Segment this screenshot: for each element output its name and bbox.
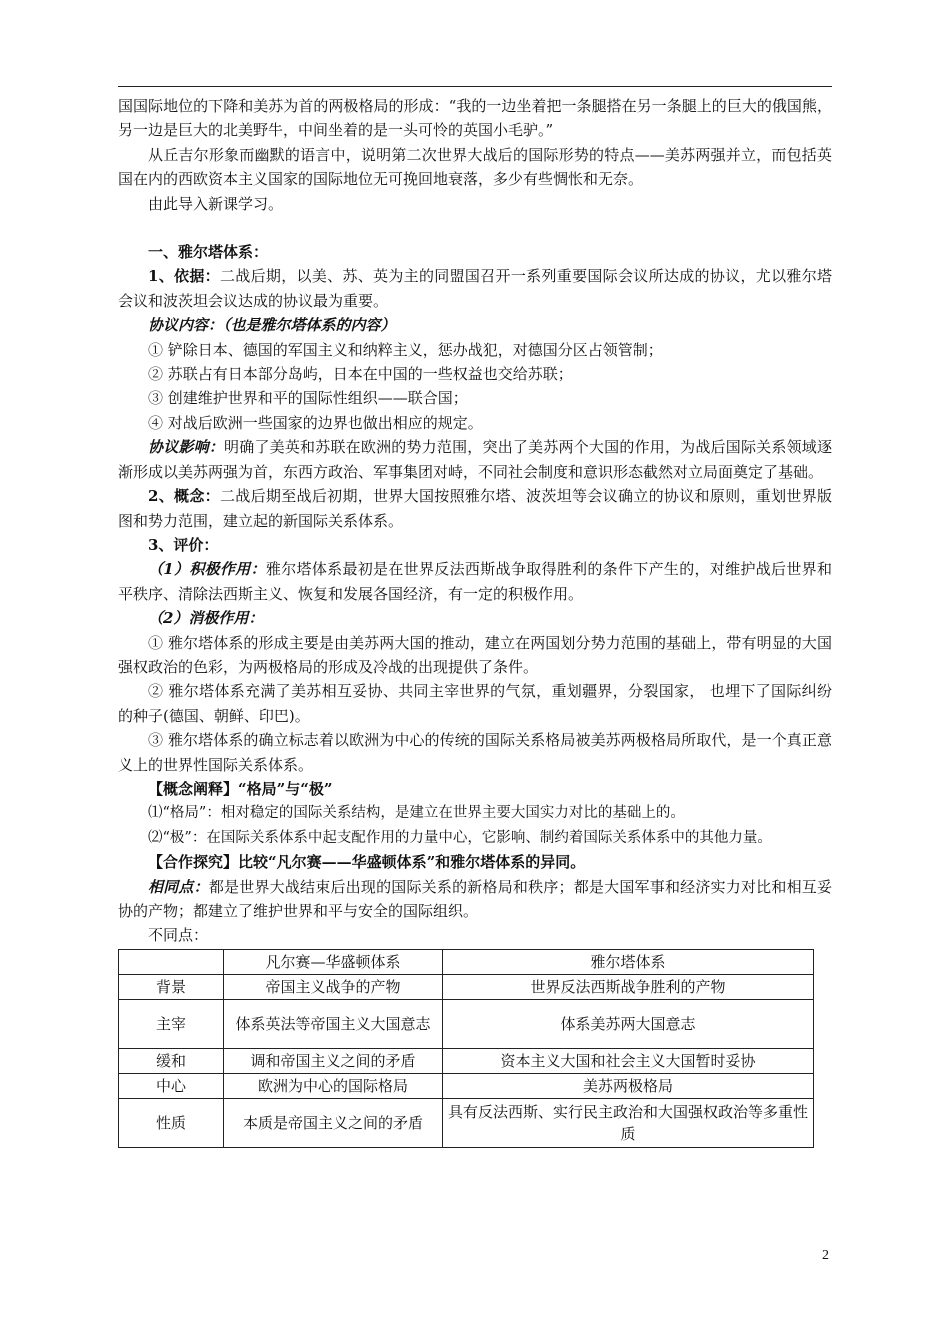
table-header-row — [119, 949, 814, 974]
table-cell: 体系英法等帝国主义大国意志 — [224, 999, 443, 1048]
impact-paragraph — [118, 435, 832, 484]
evaluation-label: 3、评价： — [148, 535, 219, 554]
table-cell: 世界反法西斯战争胜利的产物 — [443, 974, 814, 999]
basis-paragraph — [118, 264, 832, 313]
differences-label: 不同点： — [148, 926, 209, 945]
table-cell: 缓和 — [119, 1048, 224, 1073]
table-header-cell: 凡尔赛—华盛顿体系 — [224, 949, 443, 974]
section-heading-yalta: 一、雅尔塔体系： — [148, 243, 269, 262]
content-item-4: ④ 对战后欧洲一些国家的边界也做出相应的规定。 — [148, 413, 483, 432]
table-cell: 体系美苏两大国意志 — [443, 999, 814, 1048]
concept-label: 2、概念： — [148, 487, 220, 506]
table-header-cell: 雅尔塔体系 — [443, 949, 814, 974]
table-cell: 欧洲为中心的国际格局 — [224, 1073, 443, 1098]
negative-label: （2）消极作用： — [148, 609, 264, 628]
similarities-text: 都是世界大战结束后出现的国际关系的新格局和秩序；都是大国军事和经济实力对比和相互妥协的产物；都建立了维护世界和平与安全的国际组织。 — [118, 877, 832, 920]
table-cell: 性质 — [119, 1098, 224, 1147]
intro-paragraph-3: 由此导入新课学习。 — [148, 194, 284, 213]
intro-paragraph-2: 从丘吉尔形象而幽默的语言中，说明第二次世界大战后的国际形势的特点——美苏两强并立，而包括英国在内的西欧资本主义国家的国际地位无可挽回地衰落，多少有些惆怅和无奈。 — [118, 145, 832, 189]
table-cell: 资本主义大国和社会主义大国暂时妥协 — [443, 1048, 814, 1073]
table-row — [119, 1073, 814, 1098]
table-cell: 中心 — [119, 1073, 224, 1098]
concept-box-item-1: ⑴“格局”：相对稳定的国际关系结构，是建立在世界主要大国实力对比的基础上的。 — [148, 805, 685, 822]
document-body — [118, 94, 832, 1148]
basis-label: 1、依据： — [148, 267, 220, 286]
basis-text: 二战后期，以美、苏、英为主的同盟国召开一系列重要国际会议所达成的协议，尤以雅尔塔会议和波茨坦会议达成的协议最为重要。 — [118, 267, 832, 310]
negative-item-2: ② 雅尔塔体系充满了美苏相互妥协、共同主宰世界的气氛，重划疆界，分裂国家， 也埋下了国际纠纷的种子(德国、朝鲜、印巴)。 — [118, 682, 832, 725]
positive-text: 雅尔塔体系最初是在世界反法西斯战争取得胜利的条件下产生的，对维护战后世界和平秩序、清除法西斯主义、恢复和发展各国经济，有一定的积极作用。 — [118, 560, 832, 603]
positive-label: （1）积极作用： — [148, 560, 266, 579]
positive-paragraph — [118, 557, 832, 606]
table-row — [119, 1098, 814, 1147]
table-row — [119, 974, 814, 999]
similarities-paragraph — [118, 875, 832, 924]
negative-item-1: ① 雅尔塔体系的形成主要是由美苏两大国的推动，建立在两国划分势力范围的基础上，带有明显的大国强权政治的色彩，为两极格局的形成及冷战的出现提供了条件。 — [118, 633, 832, 676]
content-item-2: ② 苏联占有日本部分岛屿，日本在中国的一些权益也交给苏联； — [148, 365, 573, 384]
content-item-3: ③ 创建维护世界和平的国际性组织——联合国； — [148, 389, 468, 408]
table-cell: 主宰 — [119, 999, 224, 1048]
table-row — [119, 1048, 814, 1073]
intro-paragraph-1: 国国际地位的下降和美苏为首的两极格局的形成：“我的一边坐着把一条腿搭在另一条腿上的巨大的俄国熊，另一边是巨大的北美野牛，中间坐着的是一头可怜的英国小毛驴。” — [118, 97, 832, 140]
impact-label: 协议影响： — [148, 438, 225, 457]
agreement-content-label: 协议内容：（也是雅尔塔体系的内容） — [148, 316, 396, 335]
table-cell: 具有反法西斯、实行民主政治和大国强权政治等多重性质 — [443, 1098, 814, 1147]
table-header-cell — [119, 949, 224, 974]
table-cell: 背景 — [119, 974, 224, 999]
table-row — [119, 999, 814, 1048]
similarities-label: 相同点： — [148, 877, 209, 896]
table-cell: 帝国主义战争的产物 — [224, 974, 443, 999]
concept-text: 二战后期至战后初期，世界大国按照雅尔塔、波茨坦等会议确立的协议和原则，重划世界版图和势力范围，建立起的新国际关系体系。 — [118, 487, 832, 530]
table-cell: 美苏两极格局 — [443, 1073, 814, 1098]
concept-box-heading: 【概念阐释】“格局”与“极” — [148, 779, 333, 798]
content-item-1: ① 铲除日本、德国的军国主义和纳粹主义，惩办战犯，对德国分区占领管制； — [148, 340, 663, 359]
concept-box-item-2: ⑵“极”：在国际关系体系中起支配作用的力量中心，它影响、制约着国际关系体系中的其他力量。 — [148, 829, 772, 846]
negative-item-3: ③ 雅尔塔体系的确立标志着以欧洲为中心的传统的国际关系格局被美苏两极格局所取代，是一个真正意义上的世界性国际关系体系。 — [118, 731, 832, 774]
comparison-table — [118, 949, 814, 1148]
table-cell: 调和帝国主义之间的矛盾 — [224, 1048, 443, 1073]
table-cell: 本质是帝国主义之间的矛盾 — [224, 1098, 443, 1147]
cooperation-heading: 【合作探究】比较“凡尔赛——华盛顿体系”和雅尔塔体系的异同。 — [148, 853, 586, 872]
impact-text: 明确了美英和苏联在欧洲的势力范围，突出了美苏两个大国的作用，为战后国际关系领域逐渐形成以美苏两强为首，东西方政治、军事集团对峙，不同社会制度和意识形态截然对立局面奠定了基础。 — [118, 438, 832, 481]
header-rule — [118, 86, 832, 87]
page-number: 2 — [822, 1248, 829, 1263]
concept-paragraph — [118, 484, 832, 533]
